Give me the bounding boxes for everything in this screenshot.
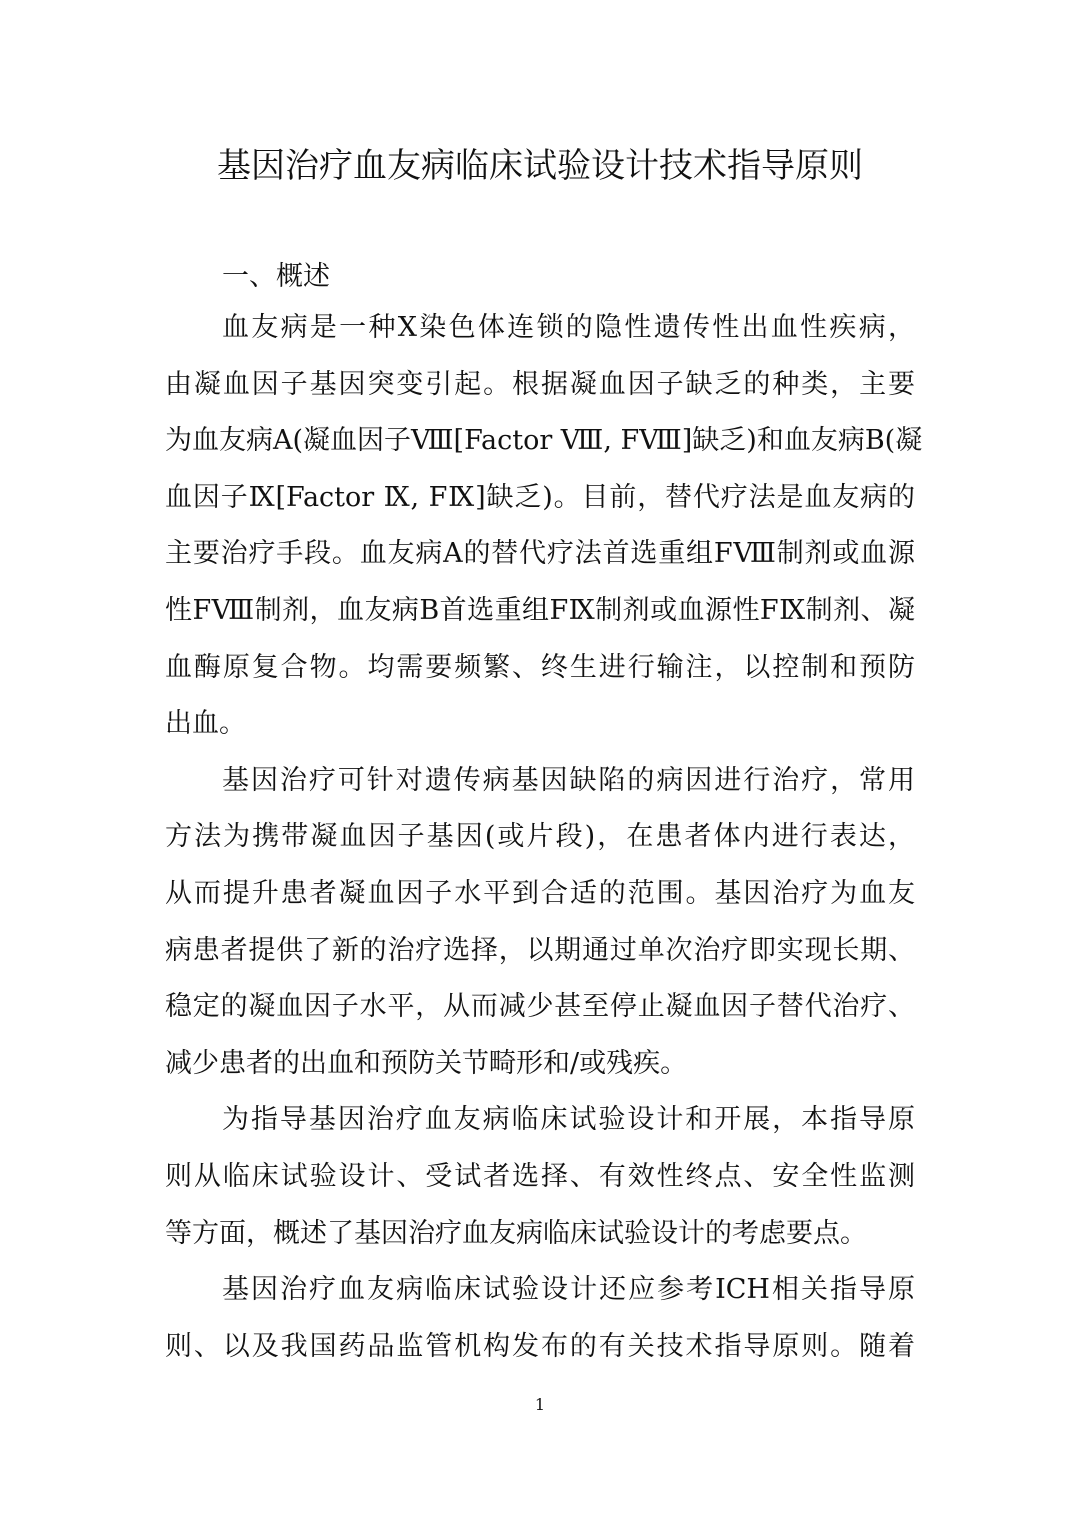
paragraph-line: 血酶原复合物。均需要频繁、终生进行输注，以控制和预防 bbox=[165, 651, 915, 683]
paragraph-line: 性FⅧ制剂，血友病B首选重组FⅨ制剂或血源性FⅨ制剂、凝 bbox=[165, 595, 915, 626]
paragraph-line: 减少患者的出血和预防关节畸形和/或残疾。 bbox=[165, 1047, 688, 1079]
paragraph-line: 为指导基因治疗血友病临床试验设计和开展，本指导原 bbox=[222, 1104, 915, 1136]
paragraph-line: 病患者提供了新的治疗选择，以期通过单次治疗即实现长期、 bbox=[165, 934, 915, 966]
paragraph-line: 从而提升患者凝血因子水平到合适的范围。基因治疗为血友 bbox=[165, 878, 915, 909]
paragraph-line: 主要治疗手段。血友病A的替代疗法首选重组FⅧ制剂或血源 bbox=[165, 538, 915, 570]
paragraph-line: 出血。 bbox=[165, 708, 246, 740]
paragraph-line: 血因子Ⅸ[Factor Ⅸ, FⅨ]缺乏)。目前，替代疗法是血友病的 bbox=[165, 481, 915, 513]
paragraph-line: 为血友病A(凝血因子Ⅷ[Factor Ⅷ, FⅧ]缺乏)和血友病B(凝 bbox=[165, 425, 923, 457]
paragraph-line: 由凝血因子基因突变引起。根据凝血因子缺乏的种类，主要 bbox=[165, 368, 915, 400]
section-heading: 一、概述 bbox=[222, 261, 330, 292]
paragraph-line: 则从临床试验设计、受试者选择、有效性终点、安全性监测 bbox=[165, 1161, 915, 1192]
page-number: 1 bbox=[534, 1395, 546, 1414]
paragraph-line: 基因治疗可针对遗传病基因缺陷的病因进行治疗，常用 bbox=[222, 764, 915, 796]
paragraph-line: 等方面，概述了基因治疗血友病临床试验设计的考虑要点。 bbox=[165, 1217, 867, 1249]
paragraph-line: 方法为携带凝血因子基因(或片段)，在患者体内进行表达， bbox=[165, 821, 915, 853]
document-title: 基因治疗血友病临床试验设计技术指导原则 bbox=[217, 146, 863, 186]
paragraph-line: 基因治疗血友病临床试验设计还应参考ICH相关指导原 bbox=[222, 1274, 915, 1306]
paragraph-line: 则、以及我国药品监管机构发布的有关技术指导原则。随着 bbox=[165, 1330, 915, 1362]
paragraph-line: 稳定的凝血因子水平，从而减少甚至停止凝血因子替代治疗、 bbox=[165, 991, 915, 1023]
paragraph-line: 血友病是一种X染色体连锁的隐性遗传性出血性疾病， bbox=[222, 312, 915, 343]
